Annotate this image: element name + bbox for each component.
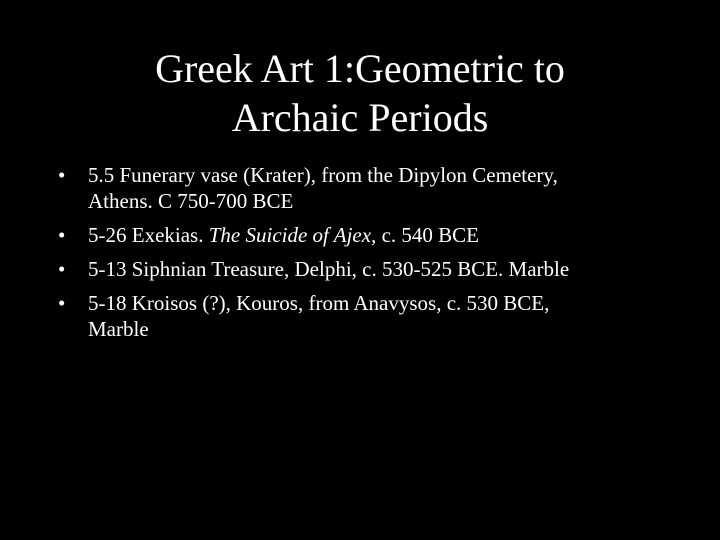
bullet-marker: •	[58, 257, 66, 281]
bullet-marker: •	[58, 223, 66, 247]
bullet-4-line-2: Marble	[88, 317, 149, 341]
bullet-3-line-1: 5-13 Siphnian Treasure, Delphi, c. 530-525 BCE. Marble	[88, 257, 570, 281]
bullet-2-prefix: 5-26 Exekias.	[88, 223, 209, 247]
bullet-2-suffix: c. 540 BCE	[376, 223, 479, 247]
bullet-4-line-1: 5-18 Kroisos (?), Kouros, from Anavysos, c. 530 BCE,	[88, 291, 550, 315]
bullet-2-artwork-title: The Suicide of Ajex,	[208, 223, 377, 247]
bullet-item-1	[58, 162, 688, 214]
bullet-item-3	[58, 256, 688, 282]
title-line-2: Archaic Periods	[231, 95, 489, 140]
bullet-1-line-1: 5.5 Funerary vase (Krater), from the Dipylon Cemetery,	[88, 163, 558, 187]
title-line-1: Greek Art 1:Geometric to	[155, 46, 565, 91]
bullet-item-4	[58, 290, 688, 342]
bullet-item-2	[58, 222, 688, 248]
bullet-1-line-2: Athens. C 750-700 BCE	[88, 189, 294, 213]
bullet-marker: •	[58, 163, 66, 187]
slide-title	[40, 44, 680, 142]
bullet-list	[58, 162, 688, 350]
bullet-marker: •	[58, 291, 66, 315]
bullet-2-line-1	[88, 222, 688, 248]
